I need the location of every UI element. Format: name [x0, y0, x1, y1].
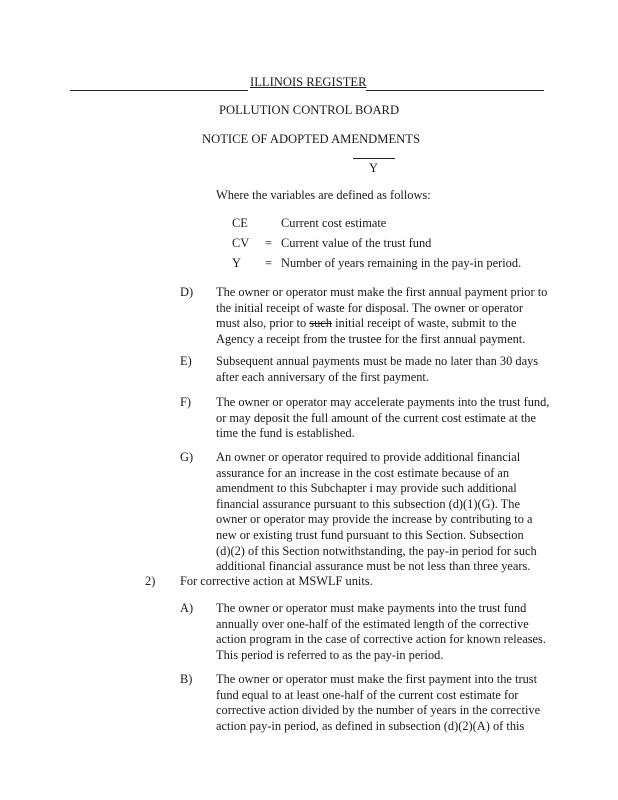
- subparagraph-a-label: A): [180, 601, 194, 615]
- paragraph-line: fund equal to at least one-half of the current cost estimate for: [216, 687, 519, 702]
- variable-row: [232, 256, 521, 272]
- paragraph-line: Agency a receipt from the trustee for the first annual payment.: [216, 331, 526, 346]
- paragraph-line: (d)(2) of this Section notwithstanding, the pay-in period for such: [216, 543, 537, 558]
- paragraph-line: The owner or operator must make payments into the trust fund: [216, 601, 527, 615]
- paragraph-line: new or existing trust fund pursuant to this Section. Subsection: [216, 527, 524, 542]
- paragraph-e: [216, 354, 538, 385]
- variable-definition: Number of years remaining in the pay-in period.: [281, 256, 522, 270]
- paragraph-line: time the fund is established.: [216, 426, 355, 441]
- text-before-strike: must also, prior to: [216, 316, 310, 331]
- subparagraph-b: [216, 672, 540, 734]
- formula-denominator: Y: [369, 161, 378, 175]
- paragraph-e-label: E): [180, 354, 192, 368]
- paragraph-line: or may deposit the full amount of the current cost estimate at the: [216, 410, 536, 425]
- paragraph-line: financial assurance pursuant to this subsection (d)(1)(G). The: [216, 496, 520, 511]
- paragraph-line: action program in the case of corrective action for known releases.: [216, 632, 546, 647]
- paragraph-f: [216, 395, 549, 442]
- paragraph-line: action pay-in period, as defined in subsection (d)(2)(A) of this: [216, 718, 525, 733]
- paragraph-line-part: the initial receipt of waste for disposal. The owner or operator: [216, 300, 524, 315]
- paragraph-line: amendment to this Subchapter i may provide such additional: [216, 481, 517, 496]
- paragraph-line: The owner or operator must make the first annual payment prior to: [216, 285, 548, 299]
- subparagraph-a: [216, 601, 546, 663]
- variables-intro: Where the variables are defined as follows:: [216, 188, 431, 202]
- paragraph-line: This period is referred to as the pay-in period.: [216, 647, 444, 662]
- paragraph-line: The owner or operator may accelerate payments into the trust fund,: [216, 395, 550, 409]
- variable-row: [232, 216, 386, 232]
- section-2-text: For corrective action at MSWLF units.: [180, 574, 373, 588]
- variable-equals: =: [265, 256, 272, 270]
- paragraph-line: Subsequent annual payments must be made no later than 30 days: [216, 354, 539, 368]
- variable-definition: Current cost estimate: [281, 216, 387, 230]
- board-title: POLLUTION CONTROL BOARD: [219, 103, 400, 117]
- paragraph-g: [216, 450, 537, 575]
- formula-fraction-bar: [353, 158, 395, 159]
- subparagraph-b-label: B): [180, 672, 193, 686]
- register-title: ILLINOIS REGISTER: [250, 75, 367, 89]
- paragraph-g-label: G): [180, 450, 194, 464]
- variable-equals: =: [265, 236, 272, 250]
- paragraph-f-label: F): [180, 395, 192, 409]
- paragraph-d-label: D): [180, 285, 194, 299]
- paragraph-line: owner or operator may provide the increase by contributing to a: [216, 512, 533, 527]
- variable-symbol: CV: [232, 236, 250, 250]
- paragraph-line: The owner or operator must make the first payment into the trust: [216, 672, 538, 686]
- variable-row: [232, 236, 431, 252]
- text-after-strike: initial receipt of waste, submit to the: [332, 316, 517, 331]
- paragraph-line: [216, 301, 547, 317]
- variable-symbol: Y: [232, 256, 241, 270]
- variable-definition: Current value of the trust fund: [281, 236, 432, 250]
- section-2-label: 2): [145, 574, 156, 588]
- struck-text: such: [309, 316, 332, 331]
- paragraph-line: An owner or operator required to provide additional financial: [216, 450, 521, 464]
- paragraph-line: after each anniversary of the first payment.: [216, 369, 429, 384]
- paragraph-line: annually over one-half of the estimated length of the corrective: [216, 616, 529, 631]
- header-rule-left: [70, 90, 248, 91]
- paragraph-line-amended: [216, 316, 547, 332]
- header-rule-right: [366, 90, 544, 91]
- paragraph-line: corrective action divided by the number of years in the corrective: [216, 703, 541, 718]
- paragraph-line: additional financial assurance must be not less than three years.: [216, 559, 531, 574]
- paragraph-line: assurance for an increase in the cost estimate because of an: [216, 465, 510, 480]
- notice-title: NOTICE OF ADOPTED AMENDMENTS: [202, 132, 420, 146]
- paragraph-d: [216, 285, 547, 347]
- variable-symbol: CE: [232, 216, 248, 230]
